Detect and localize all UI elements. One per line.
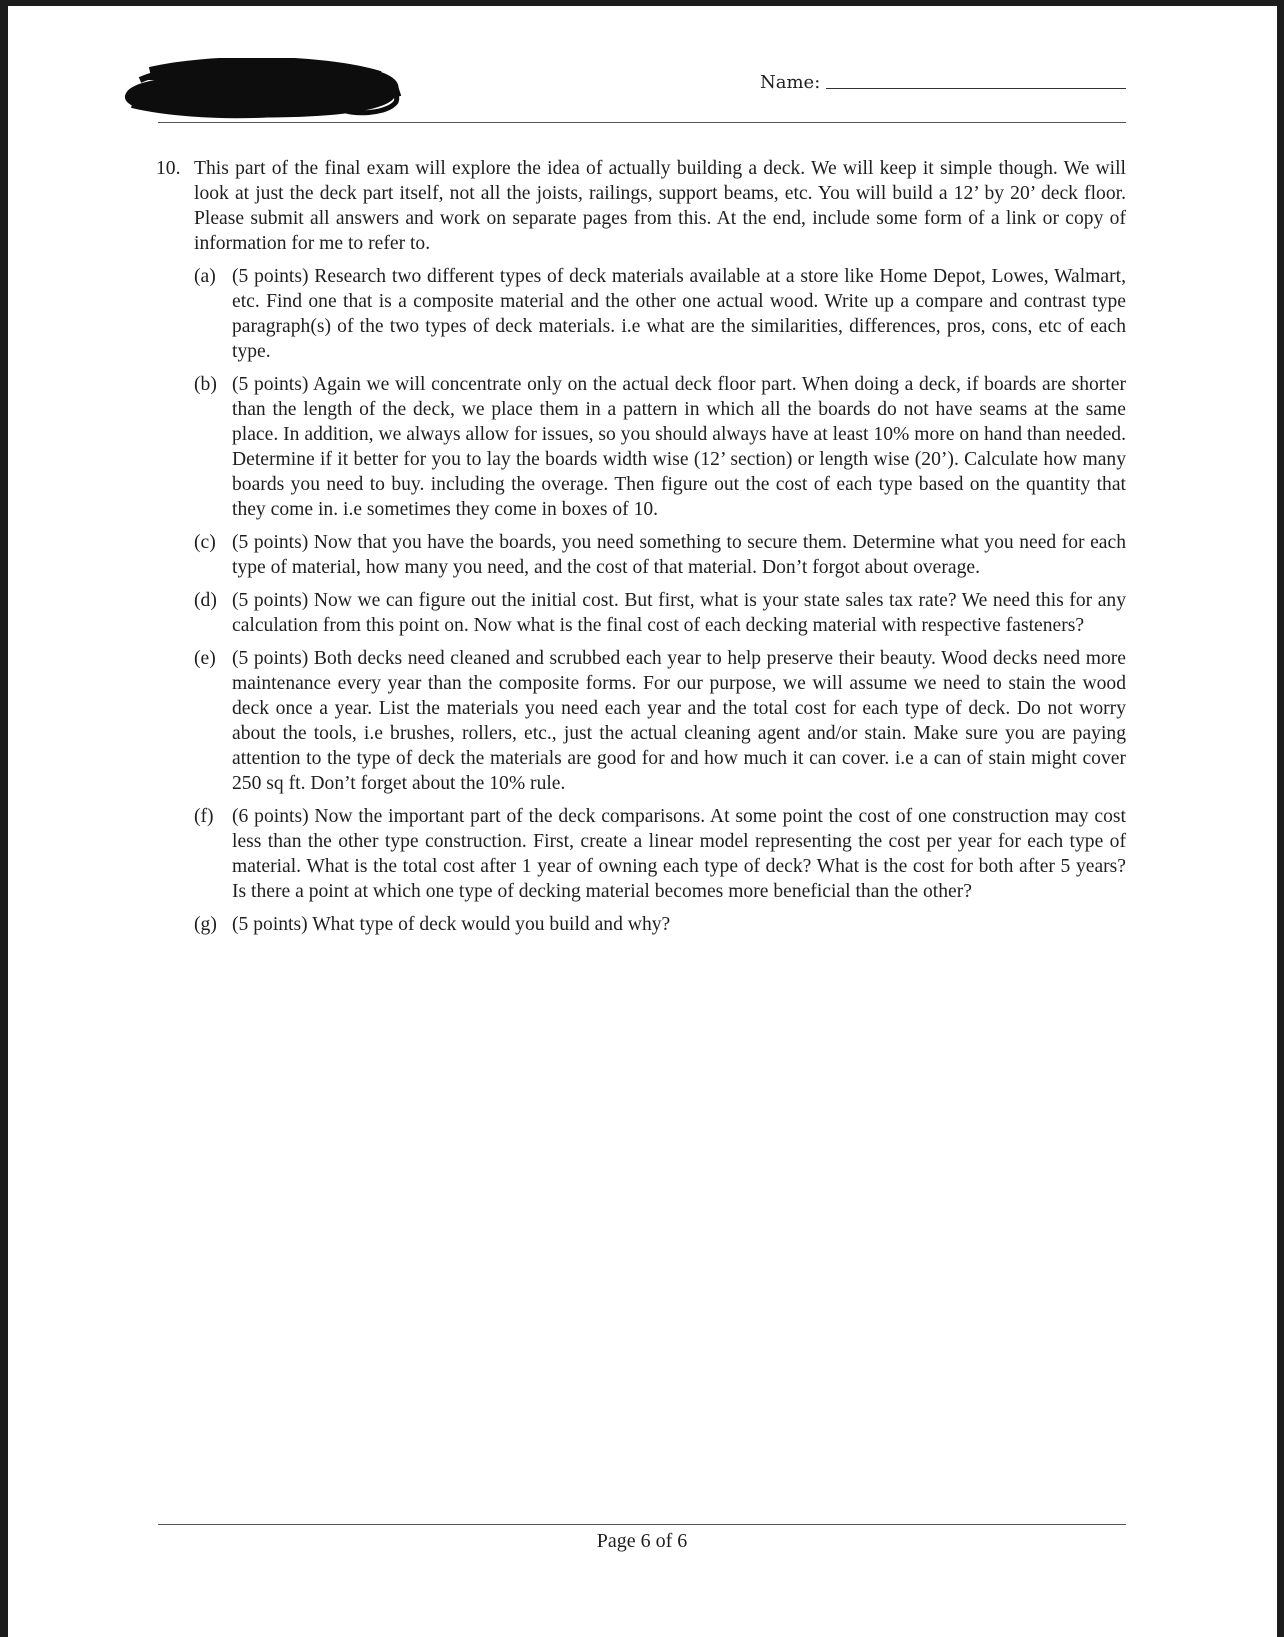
question-number: 10.: [156, 158, 181, 179]
part-g: [194, 912, 1126, 937]
question-intro: This part of the final exam will explore the idea of actually building a deck. We will keep it simple though. We will look at just the deck part itself, not all the joists, railings, support beams, etc. You will build a 12’ by 20’ deck floor. Please submit all answers and work on separate pages from this. At the end, include some form of a link or copy of information for me to refer to.: [194, 158, 1126, 254]
part-text: (6 points) Now the important part of the deck comparisons. At some point the cost of one construction may cost less than the other type construction. First, create a linear model representing the cost per year for each type of material. What is the total cost after 1 year of owning each type of deck? What is the cost for both after 5 years? Is there a point at which one type of decking material becomes more beneficial than the other?: [232, 806, 1126, 902]
left-border: [0, 0, 8, 1637]
part-text: (5 points) What type of deck would you build and why?: [232, 914, 671, 935]
part-label: (f): [194, 806, 214, 827]
name-underline: [826, 88, 1126, 89]
header-rule: [158, 122, 1126, 123]
question-10: [156, 156, 1126, 256]
part-d: [194, 588, 1126, 638]
part-label: (a): [194, 266, 216, 287]
part-b: [194, 372, 1126, 522]
part-label: (b): [194, 374, 217, 395]
part-label: (g): [194, 914, 217, 935]
part-e: [194, 646, 1126, 796]
question-parts: [156, 264, 1126, 937]
redaction-scribble: [120, 58, 410, 120]
name-label: Name:: [760, 72, 821, 93]
right-border: [1277, 0, 1284, 1637]
part-label: (d): [194, 590, 217, 611]
part-text: (5 points) Again we will concentrate only on the actual deck floor part. When doing a deck, if boards are shorter than the length of the deck, we place them in a pattern in which all the boards do not have seams at the same place. In addition, we always allow for issues, so you should always have at least 10% more on hand than needed. Determine if it better for you to lay the boards width wise (12’ section) or length wise (20’). Calculate how many boards you need to buy. including the overage. Then figure out the cost of each type based on the quantity that they come in. i.e sometimes they come in boxes of 10.: [232, 374, 1126, 520]
part-label: (e): [194, 648, 216, 669]
part-label: (c): [194, 532, 216, 553]
part-text: (5 points) Now we can figure out the initial cost. But first, what is your state sales tax rate? We need this for any calculation from this point on. Now what is the final cost of each decking material with respective fasteners?: [232, 590, 1126, 636]
question-content: [156, 156, 1126, 945]
part-text: (5 points) Both decks need cleaned and scrubbed each year to help preserve their beauty. Wood decks need more maintenance every year than the composite forms. For our purpose, we will assume we need to stain the wood deck once a year. List the materials you need each year and the total cost for each type of deck. Do not worry about the tools, i.e brushes, rollers, etc., just the actual cleaning agent and/or stain. Make sure you are paying attention to the type of deck the materials are good for and how much it can cover. i.e a can of stain might cover 250 sq ft. Don’t forget about the 10% rule.: [232, 648, 1126, 794]
footer-rule: [158, 1524, 1126, 1525]
part-text: (5 points) Now that you have the boards, you need something to secure them. Determine what you need for each type of material, how many you need, and the cost of that material. Don’t forgot about overage.: [232, 532, 1126, 578]
part-f: [194, 804, 1126, 904]
part-a: [194, 264, 1126, 364]
part-text: (5 points) Research two different types of deck materials available at a store like Home Depot, Lowes, Walmart, etc. Find one that is a composite material and the other one actual wood. Write up a compare and contrast type paragraph(s) of the two types of deck materials. i.e what are the similarities, differences, pros, cons, etc of each type.: [232, 266, 1126, 362]
page-number: Page 6 of 6: [596, 1530, 688, 1552]
part-c: [194, 530, 1126, 580]
